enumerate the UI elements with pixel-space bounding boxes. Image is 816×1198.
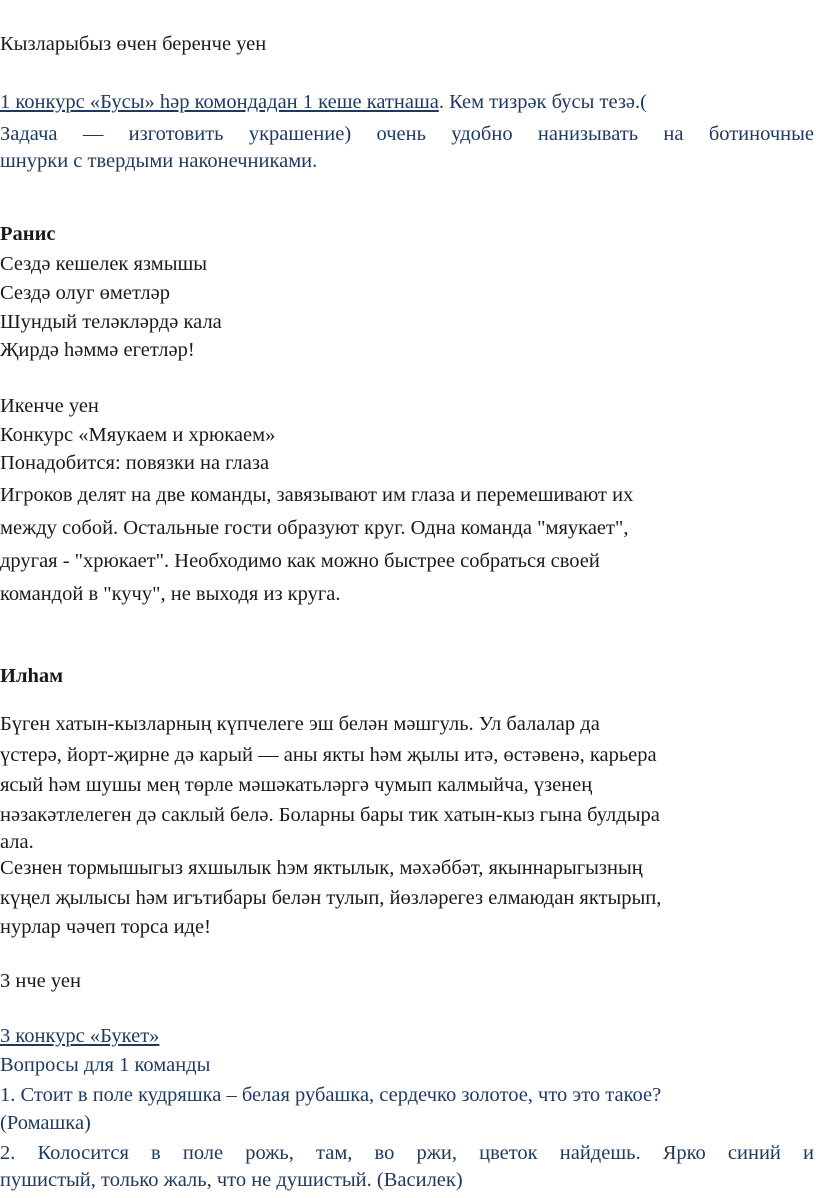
speaker-ranis: Ранис: [0, 223, 56, 245]
contest-1-link[interactable]: 1 конкурс «Бусы» һәр комондадан 1 кеше катнаша: [0, 91, 439, 113]
contest-2-paragraph-line: Игроков делят на две команды, завязывают им глаза и перемешивают их: [0, 484, 634, 506]
ilham-wish-line: нурлар чәчеп торса иде!: [0, 916, 211, 938]
ilham-wish-line: Сезнен тормышыгыз яхшылык һэм яктылык, мәхәббәт, якыннарыгызның: [0, 857, 643, 879]
question-2-line: [0, 1143, 814, 1164]
contest-2-title: Конкурс «Мяукаем и хрюкаем»: [0, 424, 276, 446]
contest-1-task-line: [0, 124, 814, 145]
poem-line: Җирдә һәммә егетләр!: [0, 339, 195, 361]
contest-1-task-text: Задача — изготовить украшение) очень удобно нанизывать на ботиночные: [0, 123, 814, 145]
ilham-paragraph-line: ясый һәм шушы мең төрле мәшәкатьләргә чумып калмыйча, үзенең: [0, 774, 593, 796]
contest-3-link[interactable]: 3 конкурс «Букет»: [0, 1025, 160, 1047]
poem-line: Сездә кешелек язмышы: [0, 253, 208, 275]
questions-title: Вопросы для 1 команды: [0, 1054, 211, 1076]
question-2-text: 2. Колосится в поле рожь, там, во ржи, цветок найдешь. Ярко синий и: [0, 1142, 814, 1164]
ilham-paragraph-line: ала.: [0, 831, 34, 853]
first-game-heading: Кызларыбыз өчен беренче уен: [0, 33, 267, 55]
speaker-ilham: Илһам: [0, 665, 64, 687]
ilham-paragraph-line: Бүген хатын-кызларның күпчелеге эш белән мәшгуль. Ул балалар да: [0, 713, 600, 735]
poem-line: Шундый теләкләрдә кала: [0, 311, 222, 333]
question-1-line: 1. Стоит в поле кудряшка – белая рубашка, сердечко золотое, что это такое?: [0, 1084, 662, 1106]
second-game-heading: Икенче уен: [0, 395, 99, 417]
contest-3-line: [0, 1026, 159, 1047]
question-1-answer: (Ромашка): [0, 1112, 91, 1134]
ilham-paragraph-line: үстерә, йорт-җирне дә карый — аны якты һәм җылы итә, өстәвенә, карьера: [0, 744, 657, 766]
ilham-paragraph-line: нәзакәтлелеген дә саклый белә. Боларны бары тик хатын-кыз гына булдыра: [0, 804, 660, 826]
ilham-wish-line: күңел җылысы һәм игътибары белән тулып, йөзләрегез елмаюдан яктырып,: [0, 887, 662, 909]
poem-line: Сездә олуг өметләр: [0, 282, 170, 304]
contest-2-needed: Понадобится: повязки на глаза: [0, 452, 270, 474]
contest-2-paragraph-line: другая - "хрюкает". Необходимо как можно быстрее собраться своей: [0, 550, 600, 572]
contest-1-line: [0, 92, 647, 113]
contest-1-task-end: шнурки с твердыми наконечниками.: [0, 150, 318, 172]
contest-2-paragraph-line: между собой. Остальные гости образуют круг. Одна команда "мяукает",: [0, 517, 629, 539]
third-game-heading: 3 нче уен: [0, 970, 81, 992]
contest-1-rest: . Кем тизрәк бусы тезә.(: [438, 91, 647, 113]
question-2-answer: пушистый, только жаль, что не душистый. (Василек): [0, 1169, 463, 1191]
contest-2-paragraph-line: командой в "кучу", не выходя из круга.: [0, 583, 341, 605]
